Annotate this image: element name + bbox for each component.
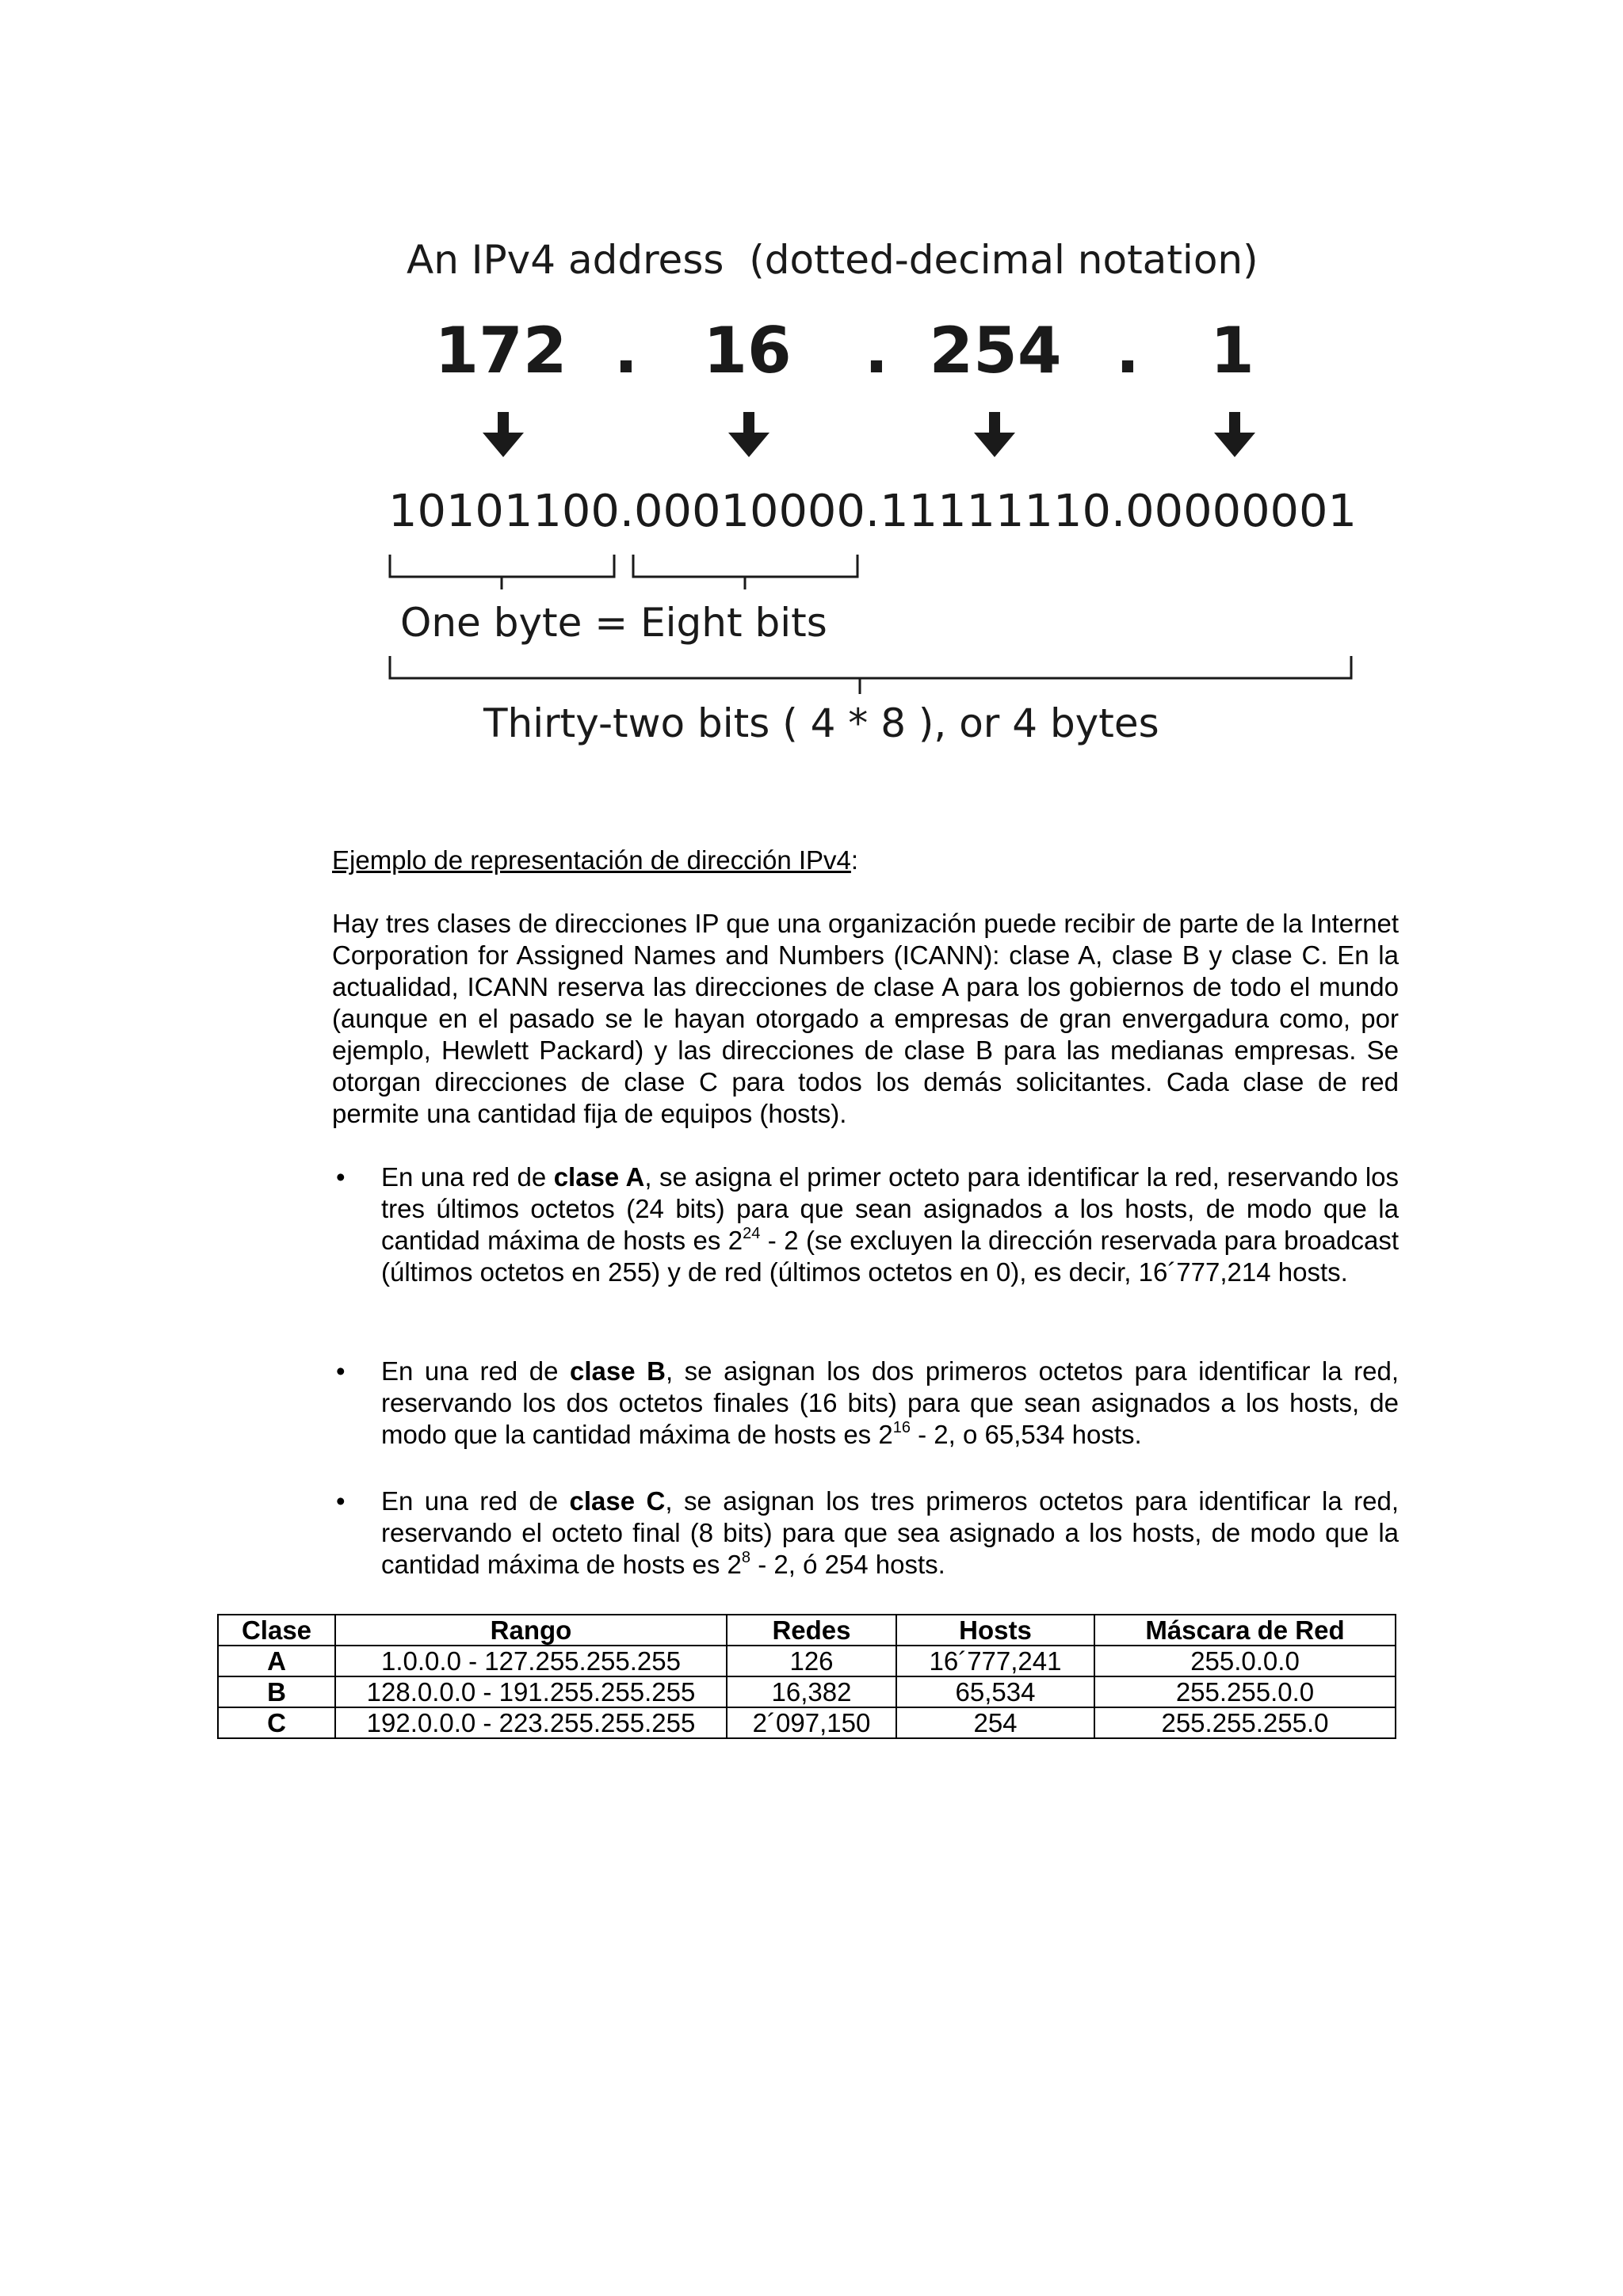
- bullet-class-c: [332, 1486, 1399, 1581]
- total-bracket: [390, 656, 1351, 694]
- cell-rango: 192.0.0.0 - 223.255.255.255: [335, 1707, 727, 1738]
- bold-term: clase C: [569, 1486, 666, 1516]
- down-arrow-icon: [483, 412, 524, 457]
- table-row: [218, 1707, 1396, 1738]
- ip-class-table: [217, 1614, 1396, 1739]
- intro-paragraph: Hay tres clases de direcciones IP que una organización puede recibir de parte de la Internet Corporation for Assigned Names and Numbers (ICANN): clase A, clase B y clase C. En la actualidad, ICANN reserva las direcciones de clase A para los gobiernos de todo el mundo (aunque en el pasado se le hayan otorgado a empresas de gran envergadura como, por ejemplo, Hewlett Packard) y las direcciones de clase B para las medianas empresas. Se otorgan direcciones de clase C para todos los demás solicitantes. Cada clase de red permite una cantidad fija de equipos (hosts).: [332, 909, 1399, 1128]
- table-header-row: [218, 1615, 1396, 1646]
- byte-bracket: [390, 555, 614, 589]
- header-rango: Rango: [335, 1615, 727, 1646]
- cell-mascara: 255.255.0.0: [1094, 1676, 1396, 1707]
- bullet-class-a: [332, 1161, 1399, 1288]
- down-arrow-icon: [728, 412, 769, 457]
- header-redes: Redes: [727, 1615, 896, 1646]
- text-run: En una red de: [381, 1356, 570, 1386]
- exponent: 16: [892, 1419, 911, 1436]
- table-row: [218, 1676, 1396, 1707]
- caption-text: Ejemplo de representación de dirección IPv4: [332, 845, 851, 875]
- octet-1: 172: [434, 314, 567, 387]
- cell-rango: 128.0.0.0 - 191.255.255.255: [335, 1676, 727, 1707]
- bullet-text: [381, 1356, 1399, 1451]
- octet-4: 1: [1210, 314, 1254, 387]
- bullet-symbol: •: [336, 1356, 346, 1386]
- bullet-text: [381, 1161, 1399, 1288]
- caption-suffix: :: [850, 845, 859, 875]
- cell-redes: 126: [727, 1646, 896, 1676]
- bullet-symbol: •: [336, 1162, 346, 1192]
- octet-separator: .: [613, 314, 639, 387]
- cell-mascara: 255.0.0.0: [1094, 1646, 1396, 1676]
- byte-label: One byte = Eight bits: [400, 600, 827, 646]
- cell-clase: B: [218, 1676, 335, 1707]
- exponent: 8: [741, 1549, 751, 1566]
- text-run: - 2, o 65,534 hosts.: [910, 1420, 1142, 1449]
- bullet-symbol: •: [336, 1486, 346, 1516]
- cell-hosts: 65,534: [896, 1676, 1094, 1707]
- text-run: En una red de: [381, 1486, 570, 1516]
- down-arrow-icon: [974, 412, 1015, 457]
- figure-title: An IPv4 address (dotted-decimal notation): [407, 237, 1258, 283]
- cell-clase: C: [218, 1707, 335, 1738]
- cell-hosts: 16´777,241: [896, 1646, 1094, 1676]
- text-run: - 2 (se excluyen la dirección reservada para broadcast (últimos octetos en 255) y de red (últimos octetos en 0), es decir, 16´777,214 hosts.: [381, 1226, 1399, 1287]
- ipv4-address-diagram: [365, 222, 1379, 776]
- total-bits-label: Thirty-two bits ( 4 * 8 ), or 4 bytes: [483, 700, 1159, 746]
- text-run: - 2, ó 254 hosts.: [750, 1550, 945, 1579]
- table-row: [218, 1646, 1396, 1676]
- cell-rango: 1.0.0.0 - 127.255.255.255: [335, 1646, 727, 1676]
- cell-clase: A: [218, 1646, 335, 1676]
- header-hosts: Hosts: [896, 1615, 1094, 1646]
- text-run: , se asignan los dos primeros octetos para identificar la red, reservando los dos octetos finales (16 bits) para que sean asignados a los hosts, de modo que la cantidad máxima de hosts es 2: [381, 1356, 1399, 1449]
- cell-redes: 16,382: [727, 1676, 896, 1707]
- down-arrow-icon: [1214, 412, 1255, 457]
- bullet-class-b: [332, 1356, 1399, 1451]
- bold-term: clase A: [553, 1162, 645, 1192]
- exponent: 24: [743, 1225, 761, 1242]
- cell-mascara: 255.255.255.0: [1094, 1707, 1396, 1738]
- octet-separator: .: [864, 314, 889, 387]
- bold-term: clase B: [570, 1356, 666, 1386]
- octet-separator: .: [1115, 314, 1140, 387]
- binary-representation: 10101100.00010000.11111110.00000001: [388, 486, 1357, 537]
- bullet-text: [381, 1486, 1399, 1581]
- octet-2: 16: [703, 314, 792, 387]
- text-run: , se asignan los tres primeros octetos para identificar la red, reservando el octeto final (8 bits) para que sea asignado a los hosts, de modo que la cantidad máxima de hosts es 2: [381, 1486, 1399, 1579]
- header-clase: Clase: [218, 1615, 335, 1646]
- figure-caption: [332, 845, 1399, 876]
- header-mascara: Máscara de Red: [1094, 1615, 1396, 1646]
- cell-hosts: 254: [896, 1707, 1094, 1738]
- text-run: , se asigna el primer octeto para identificar la red, reservando los tres últimos octetos (24 bits) para que sean asignados a los hosts, de modo que la cantidad máxima de hosts es 2: [381, 1162, 1399, 1255]
- octet-3: 254: [929, 314, 1062, 387]
- text-run: En una red de: [381, 1162, 554, 1192]
- cell-redes: 2´097,150: [727, 1707, 896, 1738]
- byte-bracket: [633, 555, 857, 589]
